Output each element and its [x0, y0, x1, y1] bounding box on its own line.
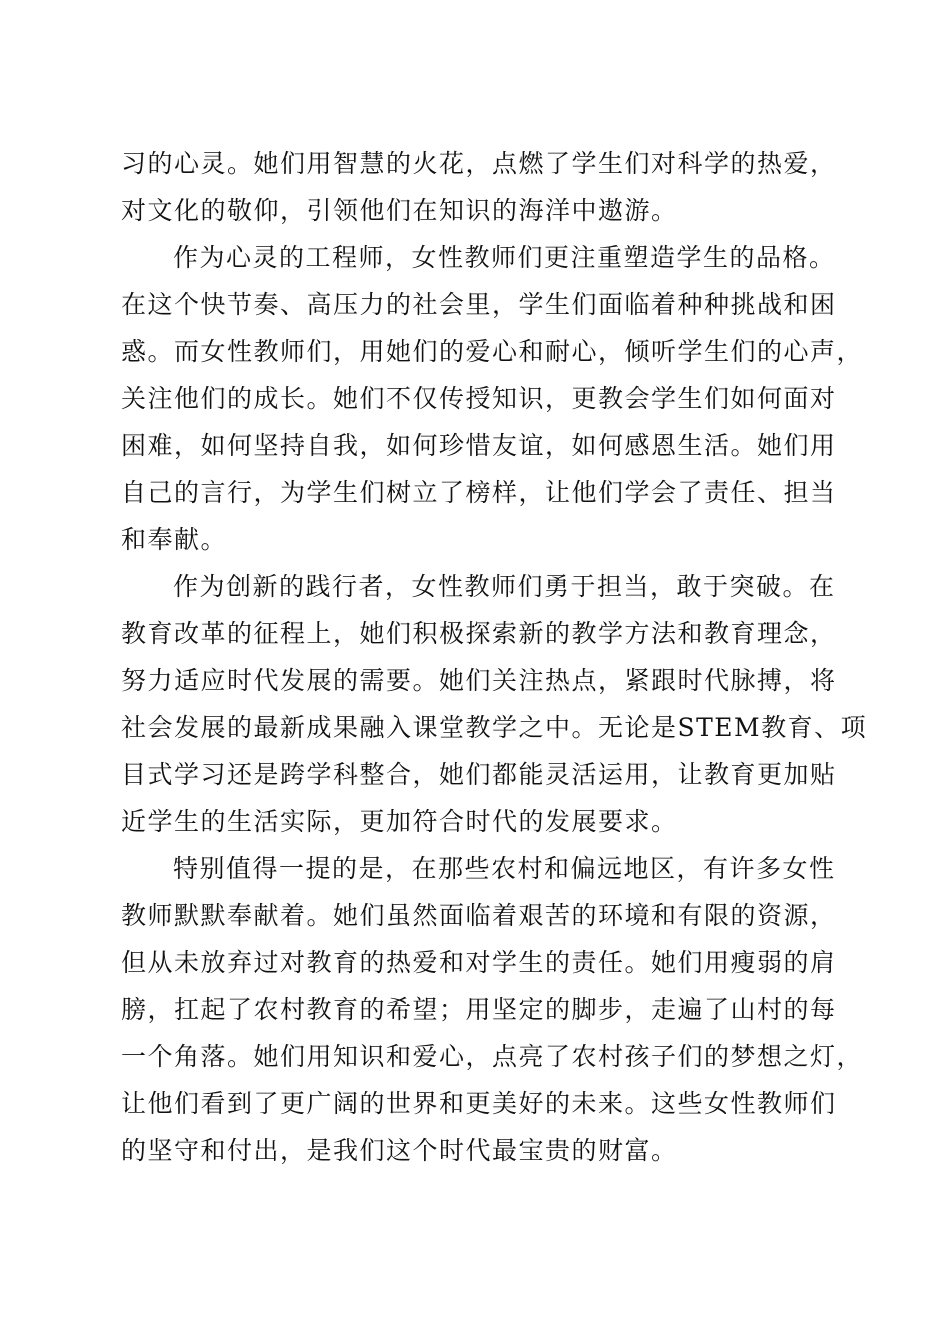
text-line: 对文化的敬仰，引领他们在知识的海洋中遨游。 — [121, 196, 678, 225]
text-line: 近学生的生活实际，更加符合时代的发展要求。 — [121, 807, 678, 836]
text-line: 的坚守和付出，是我们这个时代最宝贵的财富。 — [121, 1136, 678, 1165]
text-line: 教育改革的征程上，她们积极探索新的教学方法和教育理念， — [121, 619, 837, 648]
paragraph-start-line: 作为创新的践行者，女性教师们勇于担当，敢于突破。在 — [173, 572, 836, 601]
text-line: 但从未放弃过对教育的热爱和对学生的责任。她们用瘦弱的肩 — [121, 948, 837, 977]
text-line: 习的心灵。她们用智慧的火花，点燃了学生们对科学的热爱， — [121, 149, 837, 178]
text-line: 让他们看到了更广阔的世界和更美好的未来。这些女性教师们 — [121, 1089, 837, 1118]
paragraph-start-line: 作为心灵的工程师，女性教师们更注重塑造学生的品格。 — [173, 243, 836, 272]
text-line: 努力适应时代发展的需要。她们关注热点，紧跟时代脉搏，将 — [121, 666, 837, 695]
text-line: 教师默默奉献着。她们虽然面临着艰苦的环境和有限的资源， — [121, 901, 837, 930]
text-line: 膀，扛起了农村教育的希望；用坚定的脚步，走遍了山村的每 — [121, 995, 837, 1024]
text-line: 在这个快节奏、高压力的社会里，学生们面临着种种挑战和困 — [121, 290, 837, 319]
text-line: 社会发展的最新成果融入课堂教学之中。无论是STEM教育、项 — [121, 713, 868, 742]
text-line: 惑。而女性教师们，用她们的爱心和耐心，倾听学生们的心声， — [121, 337, 864, 366]
text-line: 和奉献。 — [121, 525, 228, 554]
body-text — [121, 140, 868, 1174]
text-line: 自己的言行，为学生们树立了榜样，让他们学会了责任、担当 — [121, 478, 837, 507]
text-line: 关注他们的成长。她们不仅传授知识，更教会学生们如何面对 — [121, 384, 837, 413]
text-line: 目式学习还是跨学科整合，她们都能灵活运用，让教育更加贴 — [121, 760, 837, 789]
text-line: 困难，如何坚持自我，如何珍惜友谊，如何感恩生活。她们用 — [121, 431, 837, 460]
paragraph-start-line: 特别值得一提的是，在那些农村和偏远地区，有许多女性 — [173, 854, 836, 883]
text-line: 一个角落。她们用知识和爱心，点亮了农村孩子们的梦想之灯， — [121, 1042, 864, 1071]
